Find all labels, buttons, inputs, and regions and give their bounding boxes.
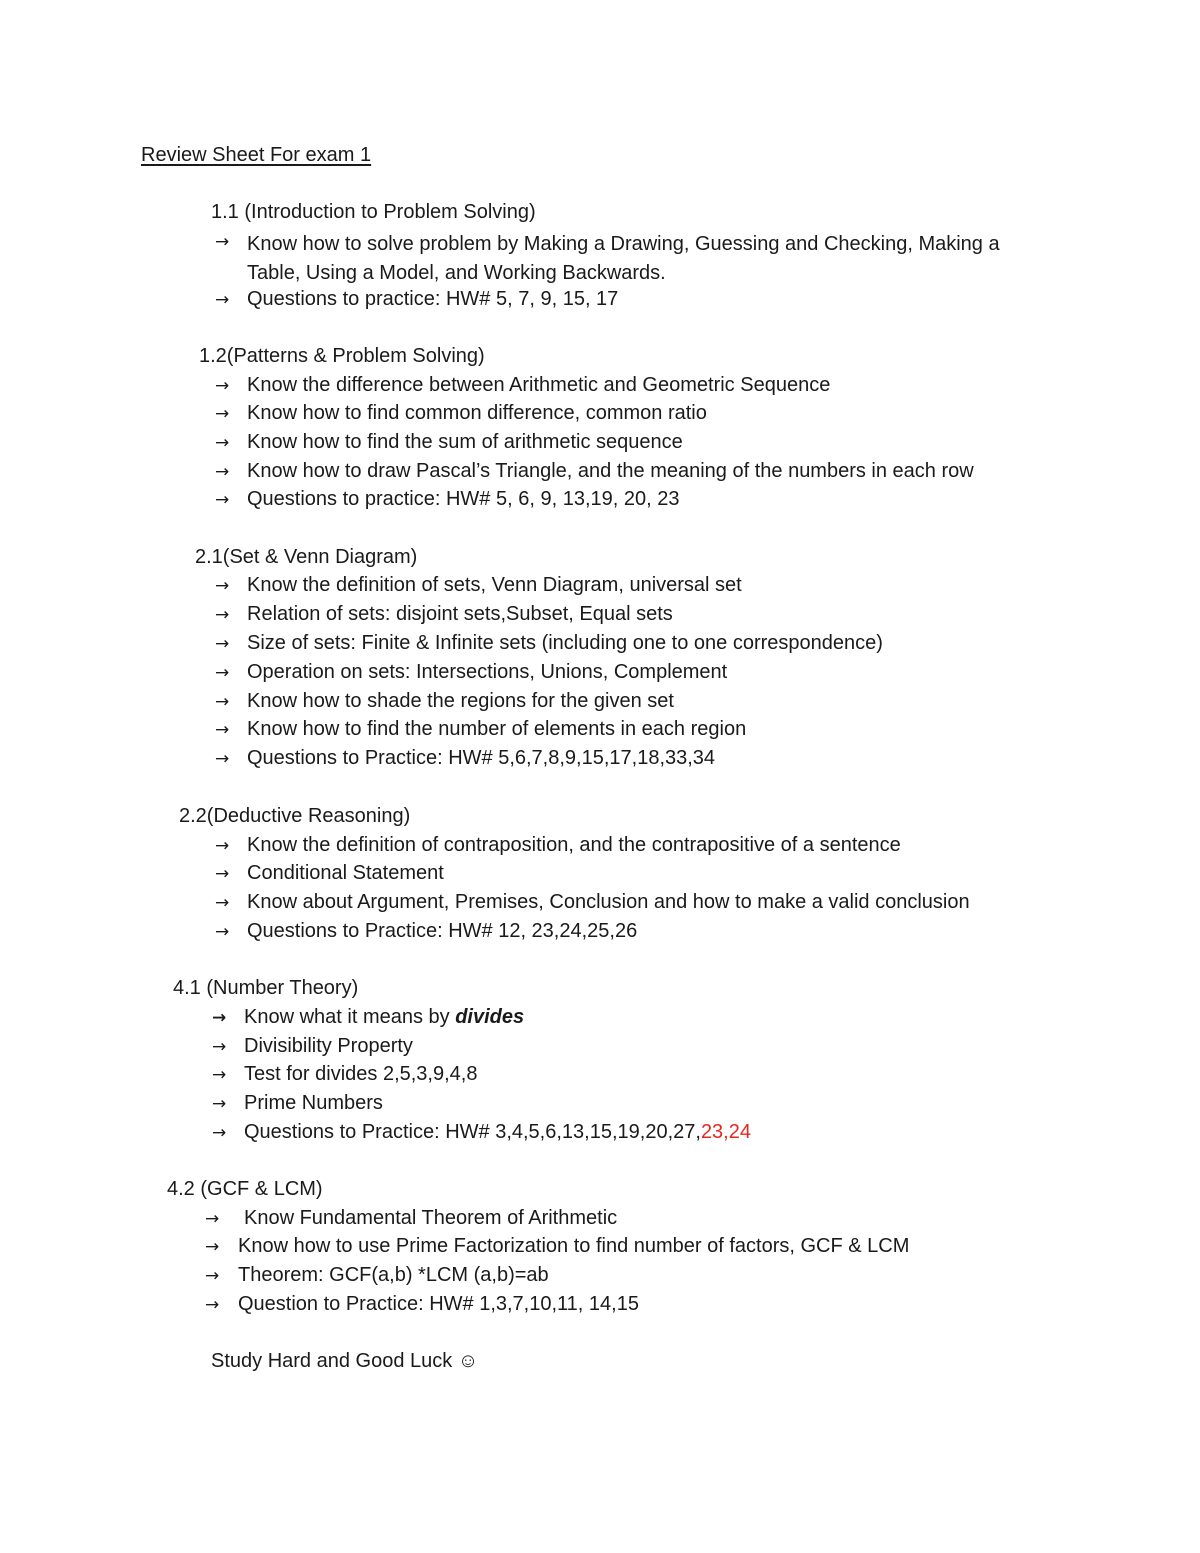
list-item-text: Know how to draw Pascal’s Triangle, and the meaning of the numbers in each row xyxy=(247,460,974,482)
list-item-text: Conditional Statement xyxy=(247,862,444,884)
arrow-bullet-icon: → xyxy=(215,290,230,310)
emphasized-term: divides xyxy=(455,1006,525,1028)
arrow-bullet-icon: → xyxy=(215,576,230,596)
arrow-bullet-icon: → xyxy=(215,864,230,884)
list-item-text: Know the difference between Arithmetic and Geometric Sequence xyxy=(247,374,831,396)
arrow-bullet-icon: → xyxy=(215,893,230,913)
arrow-bullet-icon: → xyxy=(215,836,230,856)
list-item-text: Know the definition of sets, Venn Diagram, universal set xyxy=(247,574,742,596)
list-item-text-prefix: Questions to Practice: HW# 3,4,5,6,13,15,19,20,27, xyxy=(244,1121,701,1143)
arrow-bullet-icon: → xyxy=(212,1008,227,1028)
list-item-text: Know how to shade the regions for the given set xyxy=(247,690,674,712)
page-title: Review Sheet For exam 1 xyxy=(141,144,372,166)
arrow-bullet-icon: → xyxy=(205,1295,220,1315)
arrow-bullet-icon: → xyxy=(212,1123,227,1143)
section-heading-1-2: 1.2(Patterns & Problem Solving) xyxy=(199,345,485,367)
arrow-bullet-icon: → xyxy=(215,433,230,453)
list-item-text: Relation of sets: disjoint sets,Subset, Equal sets xyxy=(247,603,673,625)
list-item-text: Know the definition of contraposition, and the contrapositive of a sentence xyxy=(247,834,901,856)
closing-message: Study Hard and Good Luck ☺ xyxy=(211,1350,479,1372)
section-heading-1-1: 1.1 (Introduction to Problem Solving) xyxy=(211,201,536,223)
list-item-text: Know how to solve problem by Making a Drawing, Guessing and Checking, Making a Table, Using a Model, and Working Backwards. xyxy=(247,233,1000,284)
arrow-bullet-icon: → xyxy=(215,605,230,625)
list-item-text: Divisibility Property xyxy=(244,1035,413,1057)
list-item-text: Know how to find common difference, common ratio xyxy=(247,402,707,424)
section-heading-2-1: 2.1(Set & Venn Diagram) xyxy=(195,546,418,568)
list-item-text: Know how to find the number of elements in each region xyxy=(247,718,747,740)
arrow-bullet-icon: → xyxy=(212,1037,227,1057)
arrow-bullet-icon: → xyxy=(205,1237,220,1257)
arrow-bullet-icon: → xyxy=(215,376,230,396)
arrow-bullet-icon: → xyxy=(215,232,230,252)
list-item-text: Operation on sets: Intersections, Unions, Complement xyxy=(247,661,728,683)
list-item-text: Questions to Practice: HW# 5,6,7,8,9,15,17,18,33,34 xyxy=(247,747,716,769)
arrow-bullet-icon: → xyxy=(205,1266,220,1286)
list-item-text: Questions to practice: HW# 5, 6, 9, 13,19, 20, 23 xyxy=(247,488,680,510)
arrow-bullet-icon: → xyxy=(215,720,230,740)
list-item-text: Know Fundamental Theorem of Arithmetic xyxy=(244,1207,618,1229)
arrow-bullet-icon: → xyxy=(215,462,230,482)
arrow-bullet-icon: → xyxy=(212,1094,227,1114)
arrow-bullet-icon: → xyxy=(215,922,230,942)
section-heading-2-2: 2.2(Deductive Reasoning) xyxy=(179,805,411,827)
list-item-text: Know how to find the sum of arithmetic sequence xyxy=(247,431,683,453)
arrow-bullet-icon: → xyxy=(215,663,230,683)
section-heading-4-2: 4.2 (GCF & LCM) xyxy=(167,1178,323,1200)
list-item-text: Know how to use Prime Factorization to find number of factors, GCF & LCM xyxy=(238,1235,910,1257)
arrow-bullet-icon: → xyxy=(212,1065,227,1085)
list-item-text: Questions to Practice: HW# 12, 23,24,25,26 xyxy=(247,920,638,942)
list-item-text: Size of sets: Finite & Infinite sets (including one to one correspondence) xyxy=(247,632,883,654)
list-item-text: Know about Argument, Premises, Conclusion and how to make a valid conclusion xyxy=(247,891,970,913)
list-item-text: Test for divides 2,5,3,9,4,8 xyxy=(244,1063,478,1085)
list-item-text: Theorem: GCF(a,b) *LCM (a,b)=ab xyxy=(238,1264,549,1286)
arrow-bullet-icon: → xyxy=(215,692,230,712)
list-item-text xyxy=(244,1006,524,1029)
list-item-text: Questions to practice: HW# 5, 7, 9, 15, 17 xyxy=(247,288,619,310)
list-item-text xyxy=(244,1121,751,1144)
arrow-bullet-icon: → xyxy=(215,490,230,510)
arrow-bullet-icon: → xyxy=(205,1209,220,1229)
arrow-bullet-icon: → xyxy=(215,749,230,769)
highlighted-numbers: 23,24 xyxy=(700,1121,751,1143)
arrow-bullet-icon: → xyxy=(215,634,230,654)
section-heading-4-1: 4.1 (Number Theory) xyxy=(173,977,359,999)
list-item-text: Prime Numbers xyxy=(244,1092,383,1114)
list-item-text: Question to Practice: HW# 1,3,7,10,11, 14,15 xyxy=(238,1293,639,1315)
list-item-text-prefix: Know what it means by xyxy=(244,1006,456,1028)
arrow-bullet-icon: → xyxy=(215,404,230,424)
